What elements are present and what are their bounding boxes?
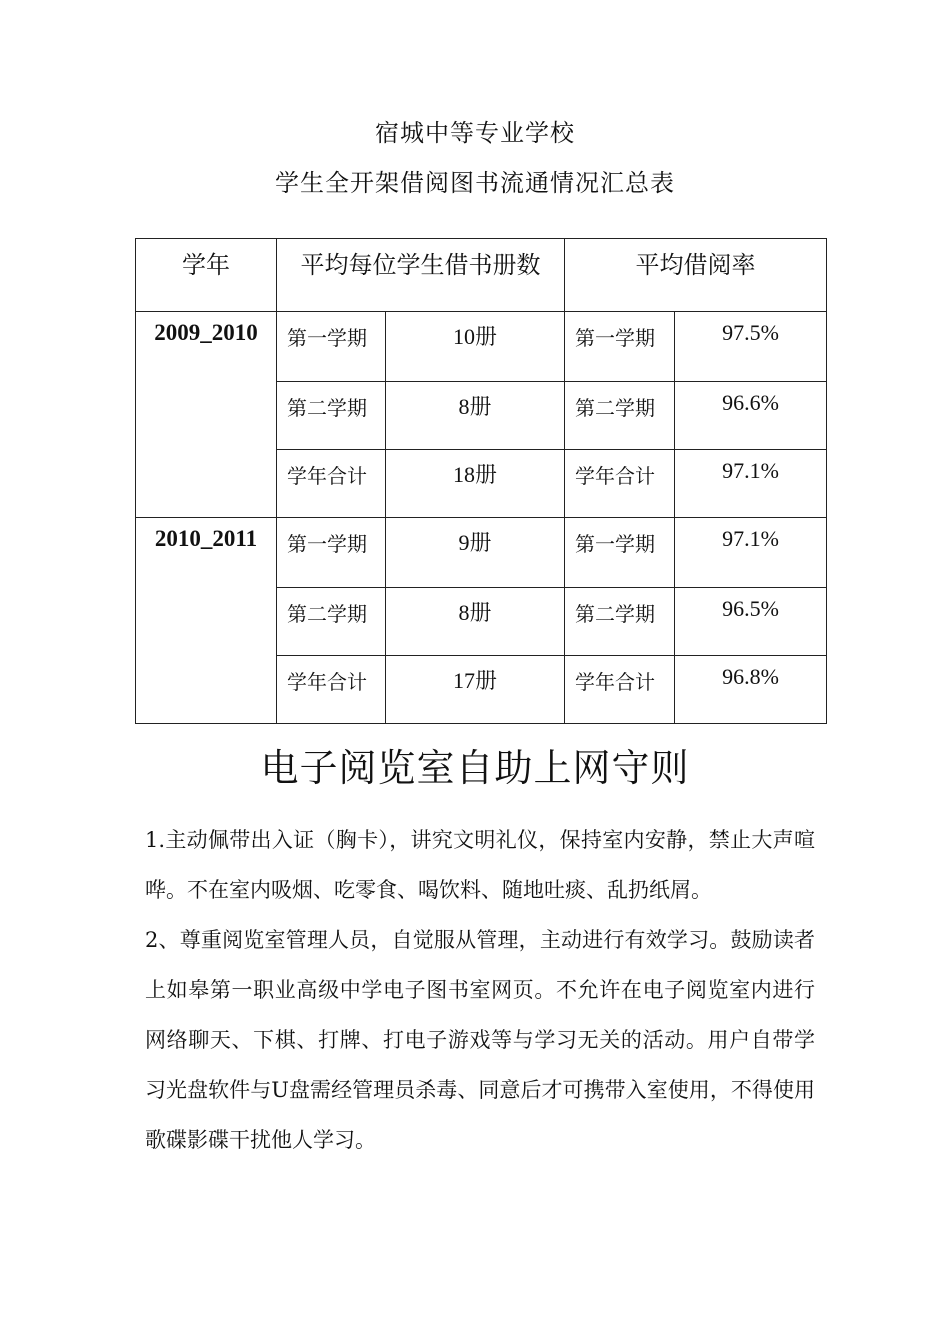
period-cell: 第二学期 [565, 588, 675, 656]
rate-cell: 97.1% [675, 518, 827, 588]
table-row [136, 312, 827, 382]
period-cell: 第一学期 [277, 518, 386, 588]
header-books-per-student: 平均每位学生借书册数 [277, 239, 565, 312]
rule-paragraph: 2、尊重阅览室管理人员，自觉服从管理，主动进行有效学习。鼓励读者上如皋第一职业高级中学电子图书室网页。不允许在电子阅览室内进行网络聊天、下棋、打牌、打电子游戏等与学习无关的活动。用户自带学习光盘软件与U盘需经管理员杀毒、同意后才可携带入室使用，不得使用歌碟影碟干扰他人学习。 [145, 928, 815, 1152]
circulation-summary-table [135, 238, 827, 724]
rate-cell: 96.5% [675, 588, 827, 656]
period-cell: 第一学期 [277, 312, 386, 382]
rate-cell: 96.8% [675, 656, 827, 724]
period-cell: 学年合计 [277, 656, 386, 724]
school-name: 宿城中等专业学校 [375, 119, 575, 147]
period-cell: 第一学期 [565, 518, 675, 588]
header-year: 学年 [136, 239, 277, 312]
books-cell: 18册 [386, 450, 565, 518]
period-cell: 学年合计 [565, 656, 675, 724]
rate-cell: 97.1% [675, 450, 827, 518]
books-cell: 8册 [386, 382, 565, 450]
period-cell: 学年合计 [277, 450, 386, 518]
period-cell: 第二学期 [277, 588, 386, 656]
rules-body [145, 815, 815, 1165]
year-cell: 2010_2011 [136, 518, 277, 724]
books-cell: 9册 [386, 518, 565, 588]
books-cell: 8册 [386, 588, 565, 656]
period-cell: 第二学期 [565, 382, 675, 450]
table-header-row [136, 239, 827, 312]
period-cell: 第一学期 [565, 312, 675, 382]
rules-heading: 电子阅览室自助上网守则 [260, 746, 690, 790]
rule-paragraph: 1.主动佩带出入证（胸卡），讲究文明礼仪，保持室内安静，禁止大声喧哗。不在室内吸烟、吃零食、喝饮料、随地吐痰、乱扔纸屑。 [145, 828, 815, 902]
period-cell: 学年合计 [565, 450, 675, 518]
books-cell: 17册 [386, 656, 565, 724]
period-cell: 第二学期 [277, 382, 386, 450]
rate-cell: 96.6% [675, 382, 827, 450]
header-borrow-rate: 平均借阅率 [565, 239, 827, 312]
rate-cell: 97.5% [675, 312, 827, 382]
books-cell: 10册 [386, 312, 565, 382]
table-row [136, 518, 827, 588]
year-cell: 2009_2010 [136, 312, 277, 518]
table-title: 学生全开架借阅图书流通情况汇总表 [275, 169, 675, 197]
